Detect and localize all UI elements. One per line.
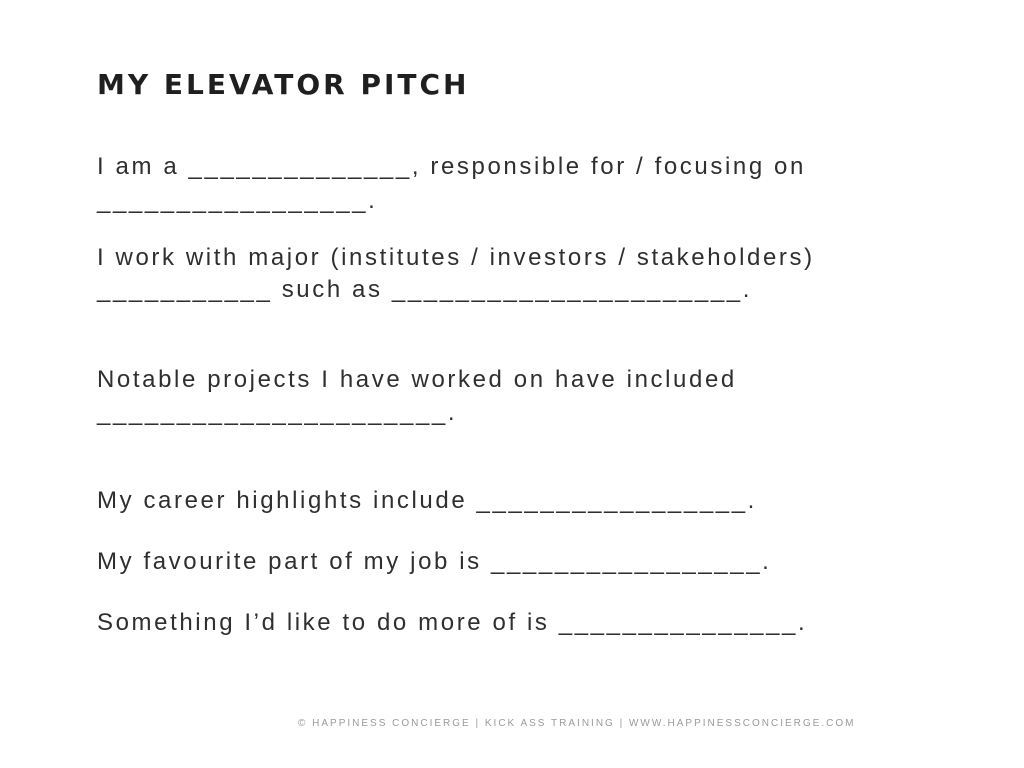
page-title: MY ELEVATOR PITCH	[97, 68, 470, 101]
prompt-do-more-of: Something I’d like to do more of is _______________.	[97, 609, 808, 636]
footer-credits: © HAPPINESS CONCIERGE | KICK ASS TRAINING | WWW.HAPPINESSCONCIERGE.COM	[298, 718, 856, 729]
prompt-work-with-blank: ___________ such as ______________________.	[97, 276, 752, 303]
prompt-projects-blank: ______________________.	[97, 399, 458, 426]
prompt-projects-line: Notable projects I have worked on have included	[97, 366, 737, 393]
prompt-favourite-part: My favourite part of my job is _________________.	[97, 548, 772, 575]
prompt-role-line: I am a ______________, responsible for / focusing on	[97, 153, 806, 180]
prompt-role-blank: _________________.	[97, 187, 378, 214]
prompt-work-with-line: I work with major (institutes / investors / stakeholders)	[97, 244, 815, 271]
prompt-career-highlights: My career highlights include _________________.	[97, 487, 757, 514]
